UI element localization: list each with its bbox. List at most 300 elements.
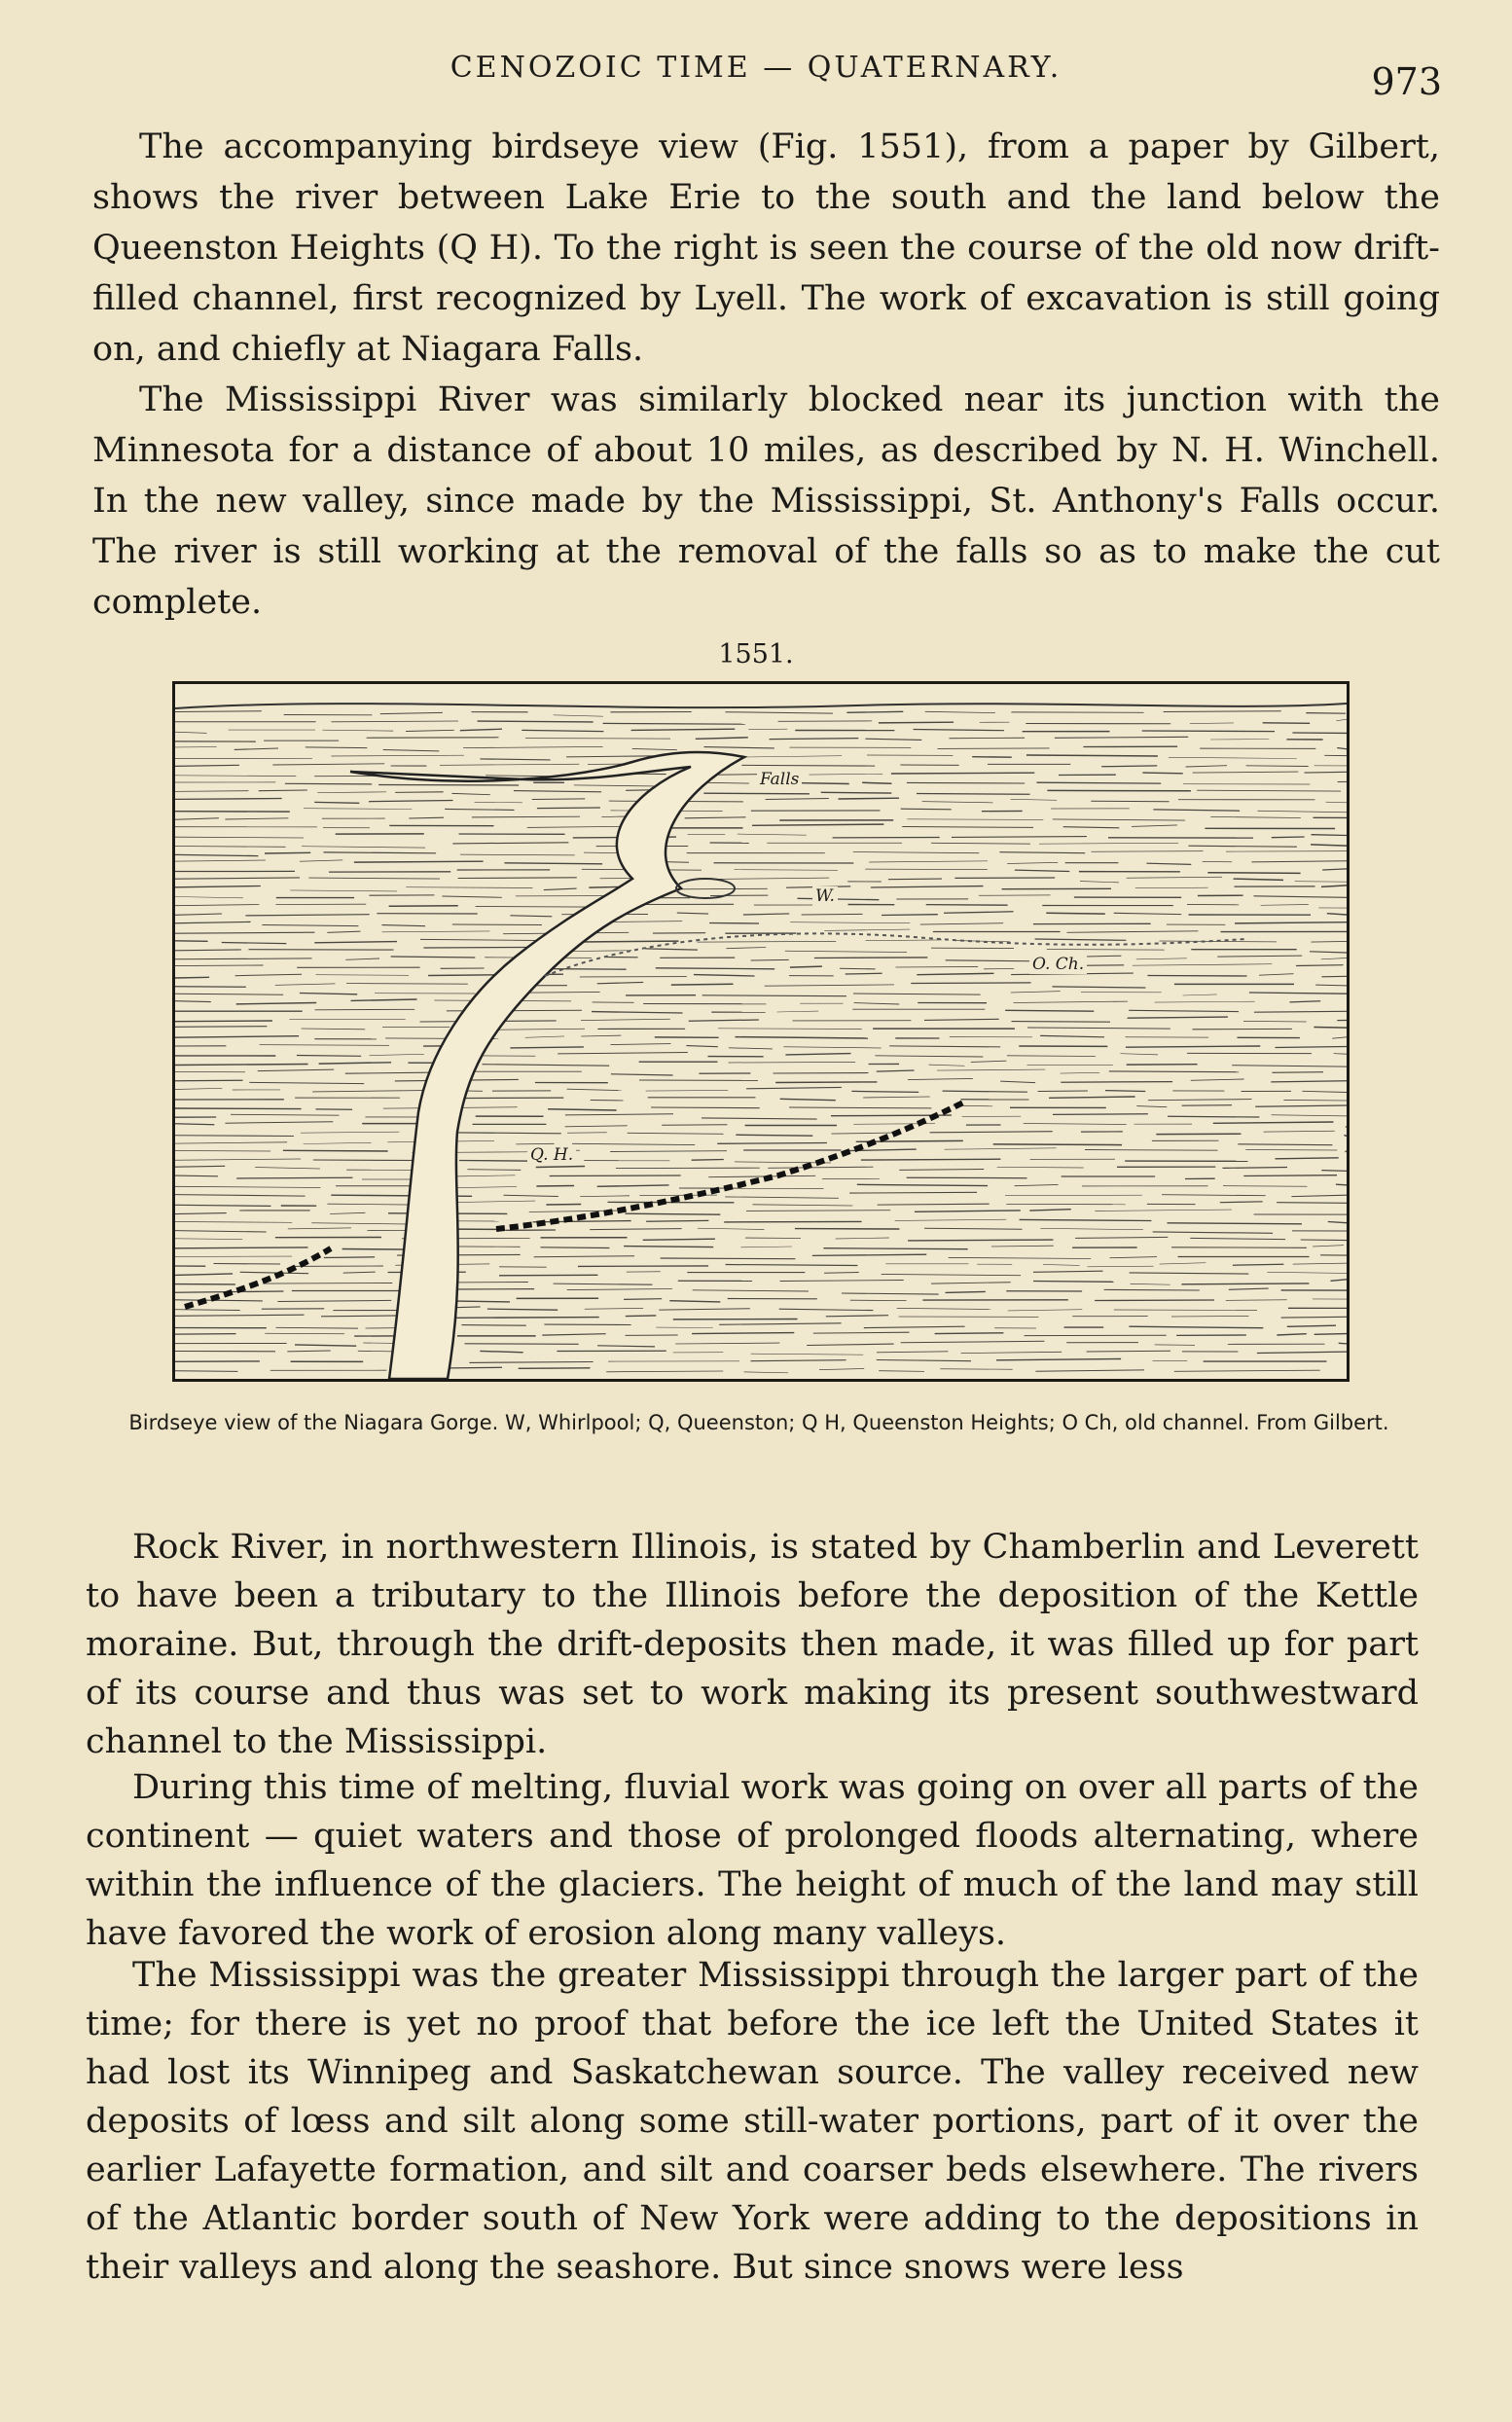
hatch-line: [952, 837, 1087, 838]
hatch-line: [692, 1333, 794, 1334]
hatch-line: [175, 1136, 294, 1137]
hatch-line: [283, 1150, 388, 1151]
hatch-line: [865, 869, 988, 870]
hatch-line: [1012, 1022, 1111, 1023]
hatch-line: [249, 1082, 364, 1083]
hatch-line: [1306, 713, 1346, 714]
hatch-line: [287, 1351, 330, 1352]
hatch-line: [743, 914, 789, 915]
hatch-line: [1026, 755, 1158, 756]
hatch-line: [696, 738, 748, 740]
hatch-line: [175, 1205, 270, 1206]
hatch-line: [1229, 1288, 1269, 1289]
hatch-line: [631, 729, 736, 730]
hatch-line: [550, 1175, 681, 1176]
hatch-line: [262, 925, 358, 926]
hatch-line: [236, 1177, 352, 1178]
hatch-line: [1024, 1124, 1127, 1125]
hatch-line: [487, 1309, 558, 1310]
hatch-line: [331, 755, 464, 756]
hatch-line: [725, 712, 833, 713]
hatch-line: [1207, 873, 1300, 874]
hatch-line: [235, 974, 303, 976]
hatch-line: [1276, 1047, 1348, 1048]
hatch-line: [534, 1256, 634, 1257]
hatch-line: [901, 809, 952, 810]
hatch-line: [175, 1166, 225, 1167]
hatch-line: [175, 1195, 306, 1197]
lake-shore-line: [175, 704, 1347, 708]
hatch-line: [175, 1334, 236, 1335]
hatch-line: [1315, 985, 1347, 986]
hatch-line: [463, 746, 602, 747]
hatch-line: [1257, 811, 1347, 813]
hatch-line: [519, 1368, 591, 1369]
hatch-line: [260, 1045, 389, 1046]
paragraph-melting: During this time of melting, fluvial work was going on over all parts of the continent — quiet waters and those of prolonged floods alternating, where within the influence of the glaciers. The height of much of the land may still have favored the work of erosion along many valleys.: [86, 1768, 1419, 1953]
hatch-line: [1189, 846, 1297, 847]
hatch-line: [175, 1239, 242, 1240]
label-falls: Falls: [757, 770, 802, 789]
escarpment-line: [496, 1103, 963, 1229]
hatch-line: [920, 923, 1003, 924]
hatch-line: [461, 1325, 525, 1326]
hatch-line: [311, 1223, 417, 1224]
hatch-line: [472, 816, 580, 817]
hatch-line: [175, 854, 258, 855]
hatch-line: [1007, 862, 1058, 863]
hatch-line: [1264, 1131, 1335, 1132]
hatch-line: [724, 1221, 861, 1222]
hatch-line: [686, 1046, 717, 1047]
label-queenston-heights: Q. H.: [527, 1145, 576, 1165]
hatch-line: [839, 798, 900, 799]
hatch-line: [846, 973, 882, 974]
hatch-line: [1095, 1300, 1214, 1301]
hatch-line: [1210, 740, 1269, 741]
hatch-line: [626, 1316, 657, 1317]
hatch-line: [452, 924, 542, 925]
hatch-line: [897, 1308, 991, 1309]
hatch-line: [1000, 1081, 1035, 1083]
hatch-line: [546, 1205, 581, 1206]
hatch-line: [645, 949, 698, 950]
hatch-line: [879, 722, 954, 723]
hatch-line: [304, 809, 412, 810]
hatch-line: [451, 793, 489, 794]
hatch-line: [1321, 976, 1347, 977]
hatch-line: [510, 1047, 584, 1048]
label-whirlpool: W.: [812, 886, 838, 906]
hatch-line: [765, 985, 894, 986]
hatch-line: [1148, 1100, 1252, 1101]
hatch-line: [1114, 913, 1182, 914]
hatch-line: [877, 1360, 971, 1361]
hatch-line: [802, 914, 863, 915]
hatch-line: [265, 852, 310, 853]
hatch-line: [308, 878, 440, 879]
hatch-line: [389, 906, 458, 907]
hatch-line: [285, 783, 372, 784]
hatch-line: [440, 764, 579, 765]
hatch-line: [703, 793, 810, 794]
hatch-line: [1321, 958, 1347, 959]
hatch-line: [1296, 965, 1343, 966]
hatch-line: [313, 1160, 429, 1161]
hatch-line: [542, 1334, 605, 1335]
hatch-line: [480, 1351, 522, 1352]
hatch-line: [744, 1372, 789, 1373]
hatch-line: [945, 1148, 1057, 1149]
hatch-line: [824, 1273, 859, 1274]
hatch-line: [1328, 1222, 1347, 1223]
hatch-line: [785, 1054, 850, 1055]
hatch-line: [1314, 1334, 1347, 1335]
hatch-line: [698, 941, 837, 942]
hatch-line: [930, 1132, 1053, 1133]
hatch-line: [548, 1109, 617, 1110]
hatch-line: [317, 792, 386, 793]
hatch-line: [369, 801, 453, 802]
hatch-line: [1153, 810, 1240, 811]
hatch-line: [840, 968, 876, 969]
hatch-line: [1053, 1114, 1148, 1115]
hatch-line: [175, 1315, 305, 1316]
hatch-line: [924, 1228, 1023, 1229]
hatch-line: [702, 1118, 817, 1119]
hatch-line: [475, 802, 522, 803]
hatch-line: [175, 987, 246, 988]
hatch-line: [510, 916, 552, 917]
hatch-line: [452, 843, 568, 844]
hatch-line: [302, 1029, 366, 1030]
hatch-line: [1251, 861, 1347, 862]
hatch-line: [382, 925, 426, 926]
hatch-line: [875, 1056, 983, 1057]
hatch-line: [1146, 863, 1191, 864]
hatch-line: [324, 1257, 375, 1258]
hatch-line: [565, 1114, 673, 1115]
hatch-line: [275, 984, 336, 986]
hatch-line: [544, 888, 577, 890]
hatch-line: [1223, 1168, 1288, 1169]
hatch-line: [935, 1333, 1004, 1334]
hatch-line: [175, 765, 239, 766]
hatch-line: [632, 748, 677, 749]
hatch-line: [1142, 773, 1182, 774]
hatch-line: [1235, 922, 1347, 923]
hatch-line: [1155, 1345, 1195, 1346]
hatch-line: [354, 861, 484, 862]
hatch-line: [175, 1001, 211, 1002]
hatch-line: [536, 1186, 574, 1187]
hatch-line: [258, 1069, 335, 1071]
hatch-line: [826, 1316, 888, 1317]
hatch-line: [1075, 1237, 1168, 1238]
hatch-line: [849, 1192, 977, 1193]
hatch-line: [175, 1300, 263, 1301]
hatch-line: [693, 1290, 809, 1291]
paragraph-rock-river: Rock River, in northwestern Illinois, is stated by Chamberlin and Leverett to have been a tributary to the Illinois before the deposition of the Kettle moraine. But, through the drift-deposits then made, it was filled up for part of its course and thus was set to work making its present southwestward channel to the Mississippi.: [86, 1528, 1419, 1761]
hatch-line: [1110, 1257, 1158, 1258]
hatch-line: [175, 1274, 233, 1276]
hatch-line: [1067, 931, 1199, 933]
hatch-line: [345, 958, 379, 959]
hatch-line: [944, 912, 1014, 914]
hatch-line: [370, 1054, 424, 1055]
figure-niagara-gorge: [172, 681, 1350, 1382]
hatch-line: [610, 1151, 727, 1152]
hatch-line: [692, 1160, 724, 1161]
hatch-line: [726, 948, 766, 949]
hatch-line: [1213, 1122, 1334, 1123]
hatch-line: [1181, 1283, 1309, 1284]
hatch-line: [862, 782, 891, 783]
hatch-line: [877, 1070, 915, 1071]
hatch-line: [798, 898, 880, 899]
hatch-line: [1290, 1001, 1321, 1002]
hatch-line: [175, 977, 209, 978]
hatch-line: [931, 843, 1030, 844]
hatch-line: [1217, 956, 1302, 957]
hatch-line: [943, 1091, 1027, 1092]
hatch-line: [1136, 1106, 1167, 1107]
hatch-line: [406, 887, 532, 888]
hatch-line: [675, 1343, 779, 1344]
hatch-line: [1254, 1011, 1347, 1012]
hatch-line: [768, 1167, 873, 1168]
hatch-line: [1190, 723, 1234, 724]
hatch-line: [866, 940, 943, 941]
hatch-line: [346, 984, 468, 985]
hatch-line: [694, 975, 755, 976]
hatch-line: [1243, 1175, 1337, 1176]
hatch-line: [908, 1078, 973, 1079]
hatch-line: [789, 1107, 931, 1108]
hatch-line: [175, 1151, 270, 1152]
hatch-line: [971, 1061, 1007, 1062]
hatch-line: [1129, 1010, 1239, 1011]
hatch-line: [877, 1352, 948, 1353]
hatch-line: [302, 847, 425, 848]
hatch-line: [606, 1371, 723, 1372]
hatch-line: [1053, 819, 1185, 820]
hatch-line: [175, 1088, 222, 1089]
hatch-line: [460, 729, 502, 731]
hatch-line: [175, 958, 312, 959]
hatch-line: [854, 1003, 900, 1004]
hatch-line: [420, 939, 550, 940]
hatch-line: [790, 966, 822, 967]
hatch-line: [1226, 851, 1347, 852]
hatch-line: [554, 715, 603, 716]
hatch-line: [536, 1167, 585, 1168]
hatch-line: [937, 1069, 1045, 1070]
hatch-line: [175, 1021, 272, 1022]
hatch-line: [295, 1345, 356, 1346]
hatch-line: [1015, 1184, 1059, 1185]
hatch-line: [1321, 886, 1347, 887]
hatch-line: [864, 1326, 965, 1327]
hatch-line: [865, 739, 921, 740]
hatch-line: [777, 1011, 819, 1012]
hatch-line: [895, 1219, 1007, 1220]
hatch-line: [917, 973, 993, 974]
hatch-line: [572, 1143, 695, 1144]
hatch-line: [1033, 1271, 1103, 1272]
hatch-line: [316, 975, 410, 976]
hatch-line: [1345, 1136, 1348, 1137]
hatch-line: [378, 785, 519, 786]
hatch-line: [1234, 879, 1283, 880]
hatch-line: [946, 1291, 986, 1292]
hatch-line: [1277, 1203, 1347, 1204]
hatch-line: [175, 1159, 301, 1160]
paragraph-greater-mississippi: The Mississippi was the greater Mississippi through the larger part of the time; for there is yet no proof that before the ice left the United States it had lost its Winnipeg and Saskatchewan source. The valley received new deposits of lœss and silt along some still-water portions, part of it over the earlier Lafayette formation, and silt and coarser beds elsewhere. The rivers of the Atlantic border south of New York were adding to the depositions in their valleys and along the seashore. But since snows were less: [86, 1956, 1419, 2287]
hatch-line: [1046, 913, 1105, 914]
hatch-line: [175, 711, 262, 712]
hatch-line: [1087, 1351, 1170, 1352]
hatch-line: [175, 1175, 218, 1176]
hatch-line: [625, 1213, 720, 1214]
hatch-line: [1061, 1082, 1172, 1083]
hatch-line: [1135, 887, 1208, 888]
hatch-line: [1337, 748, 1347, 749]
hatch-line: [277, 1300, 391, 1301]
hatch-line: [1131, 1283, 1170, 1284]
hatch-line: [351, 999, 417, 1000]
hatch-line: [175, 732, 207, 733]
hatch-line: [297, 1056, 361, 1057]
hatch-line: [1147, 976, 1246, 977]
hatch-line: [343, 1272, 376, 1273]
hatch-line: [592, 1012, 683, 1013]
hatch-line: [1027, 1028, 1170, 1029]
hatch-line: [775, 1082, 877, 1083]
hatch-line: [1036, 782, 1161, 783]
hatch-line: [314, 802, 359, 803]
hatch-line: [1007, 1056, 1096, 1057]
hatch-line: [911, 983, 1030, 984]
hatch-line: [1327, 914, 1347, 915]
hatch-line: [175, 1247, 308, 1248]
hatch-line: [961, 1352, 1062, 1353]
hatch-line: [891, 773, 1034, 774]
hatch-line: [646, 1220, 708, 1221]
hatch-line: [578, 1266, 708, 1267]
hatch-line: [175, 1080, 243, 1081]
hatch-line: [554, 1283, 653, 1284]
hatch-line: [1039, 843, 1178, 844]
hatch-line: [537, 808, 600, 809]
hatch-line: [1254, 896, 1348, 898]
hatch-line: [1259, 974, 1294, 976]
hatch-line: [222, 943, 287, 944]
hatch-line: [1255, 1105, 1347, 1106]
hatch-line: [525, 739, 670, 740]
hatch-line: [175, 860, 266, 861]
hatch-line: [1168, 1116, 1259, 1117]
hatch-line: [455, 1201, 535, 1203]
hatch-line: [1271, 1081, 1347, 1082]
hatch-line: [259, 790, 307, 791]
hatch-line: [661, 1258, 796, 1259]
hatch-line: [442, 896, 501, 897]
hatch-line: [382, 931, 490, 932]
hatch-line: [790, 922, 910, 923]
hatch-line: [846, 711, 903, 712]
hatch-line: [774, 1073, 869, 1074]
hatch-line: [1047, 950, 1165, 951]
hatch-line: [689, 1020, 759, 1021]
hatch-line: [656, 968, 774, 969]
hatch-line: [300, 860, 342, 861]
hatch-line: [821, 792, 892, 793]
hatch-line: [527, 826, 627, 827]
hatch-line: [1092, 851, 1204, 852]
hatch-line: [175, 1231, 267, 1232]
hatch-line: [1272, 1115, 1347, 1116]
hatch-line: [214, 1264, 281, 1265]
hatch-line: [175, 950, 241, 951]
hatch-line: [1321, 1171, 1347, 1172]
hatch-line: [1183, 994, 1217, 995]
hatch-line: [1334, 1054, 1347, 1055]
hatch-line: [719, 1323, 841, 1325]
hatch-line: [702, 995, 846, 996]
hatch-line: [842, 1293, 939, 1294]
hatch-line: [824, 929, 910, 930]
hatch-line: [871, 886, 984, 887]
hatch-line: [465, 1344, 579, 1345]
hatch-line: [901, 1341, 1045, 1343]
hatch-line: [225, 818, 288, 819]
hatch-line: [1130, 1273, 1249, 1274]
label-old-channel: O. Ch.: [1029, 955, 1087, 974]
hatch-line: [1293, 1263, 1347, 1264]
hatch-line: [603, 723, 745, 724]
hatch-line: [175, 1065, 308, 1066]
hatch-line: [175, 1027, 267, 1028]
hatch-line: [628, 1133, 724, 1134]
hatch-line: [924, 1019, 999, 1020]
hatch-line: [662, 1125, 727, 1126]
hatch-line: [863, 1097, 930, 1098]
hatch-line: [567, 1289, 672, 1290]
hatch-line: [770, 739, 859, 740]
hatch-line: [832, 1133, 896, 1134]
hatch-line: [236, 1003, 317, 1004]
hatch-line: [1276, 1158, 1339, 1159]
hatch-line: [469, 1362, 593, 1363]
hatch-line: [458, 878, 577, 879]
hatch-line: [1261, 905, 1309, 906]
hatch-line: [813, 1332, 910, 1333]
hatch-line: [810, 774, 883, 775]
hatch-line: [812, 1254, 927, 1255]
hatch-line: [823, 1248, 967, 1249]
hatch-line: [175, 1036, 299, 1038]
hatch-line: [1080, 882, 1119, 883]
hatch-line: [1312, 835, 1348, 836]
hatch-line: [1104, 1289, 1200, 1290]
hatch-line: [1267, 1272, 1347, 1273]
hatch-line: [1171, 1247, 1307, 1248]
hatch-line: [926, 905, 1008, 906]
hatch-line: [175, 818, 219, 820]
hatch-line: [306, 747, 367, 748]
hatch-line: [330, 1212, 365, 1213]
